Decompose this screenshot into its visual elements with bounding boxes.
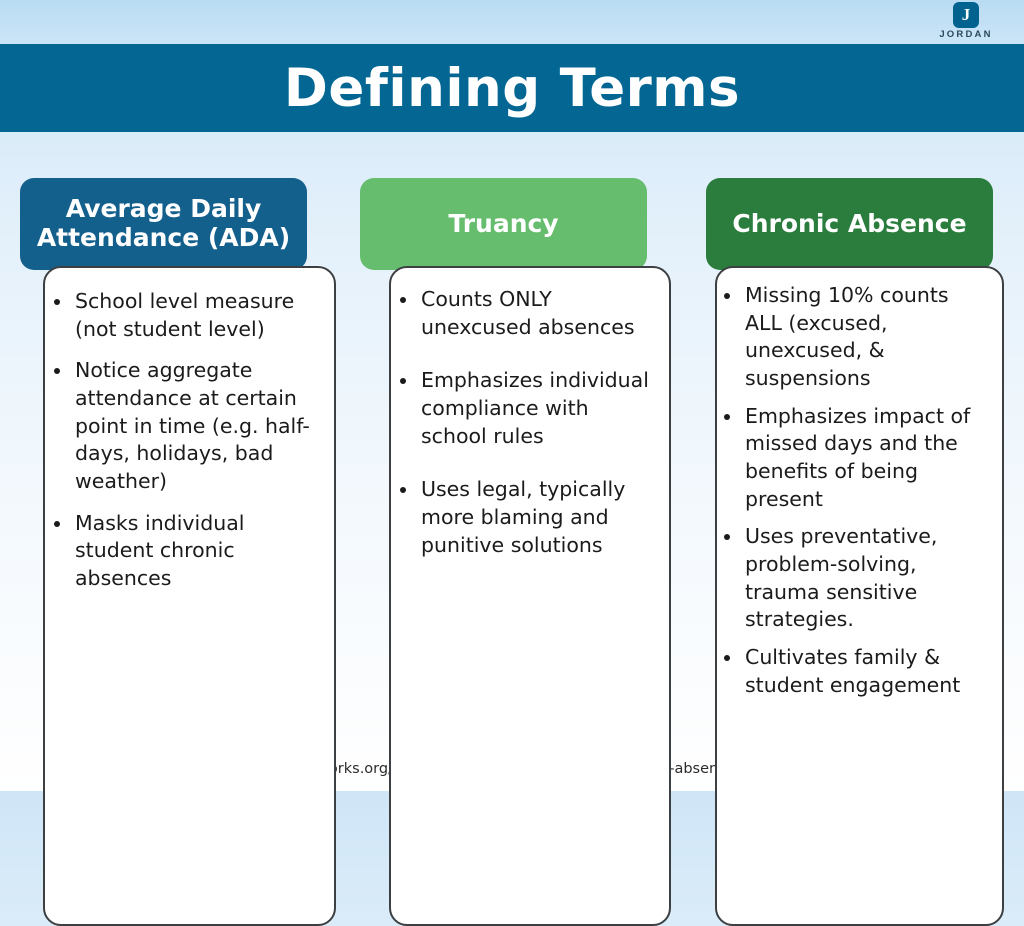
list-item: • Uses legal, typically more blaming and punitive solutions [419,476,655,559]
bullet-list-chronic-absence [717,268,1002,719]
column-heading-truancy: Truancy [360,178,647,270]
column-heading-ada: Average Daily Attendance (ADA) [20,178,307,270]
bullet-list-truancy [391,268,669,595]
list-item: • Notice aggregate attendance at certain point in time (e.g. half-days, holidays, bad weather) [73,357,320,495]
page-title: Defining Terms [283,57,741,119]
column-card-ada [43,266,336,926]
title-banner [0,44,1024,132]
list-item: • Missing 10% counts ALL (excused, unexcused, & suspensions [743,282,988,393]
list-item: • Emphasizes individual compliance with school rules [419,367,655,450]
term-columns [0,178,1024,758]
list-item: • Uses preventative, problem-solving, trauma sensitive strategies. [743,523,988,634]
list-item: • Emphasizes impact of missed days and the benefits of being present [743,403,988,514]
list-item: • Cultivates family & student engagement [743,644,988,699]
bullet-list-ada [45,268,334,617]
column-heading-chronic-absence: Chronic Absence [706,178,993,270]
list-item: • School level measure (not student level) [73,288,320,343]
logo-wordmark: JORDAN [939,29,993,40]
column-card-chronic-absence [715,266,1004,926]
jordan-logo [926,2,1006,44]
top-strip [0,0,1024,44]
list-item: • Masks individual student chronic absences [73,510,320,593]
jordan-logo-icon [953,2,979,28]
list-item: • Counts ONLY unexcused absences [419,286,655,341]
logo-letter: J [961,5,971,25]
column-card-truancy [389,266,671,926]
